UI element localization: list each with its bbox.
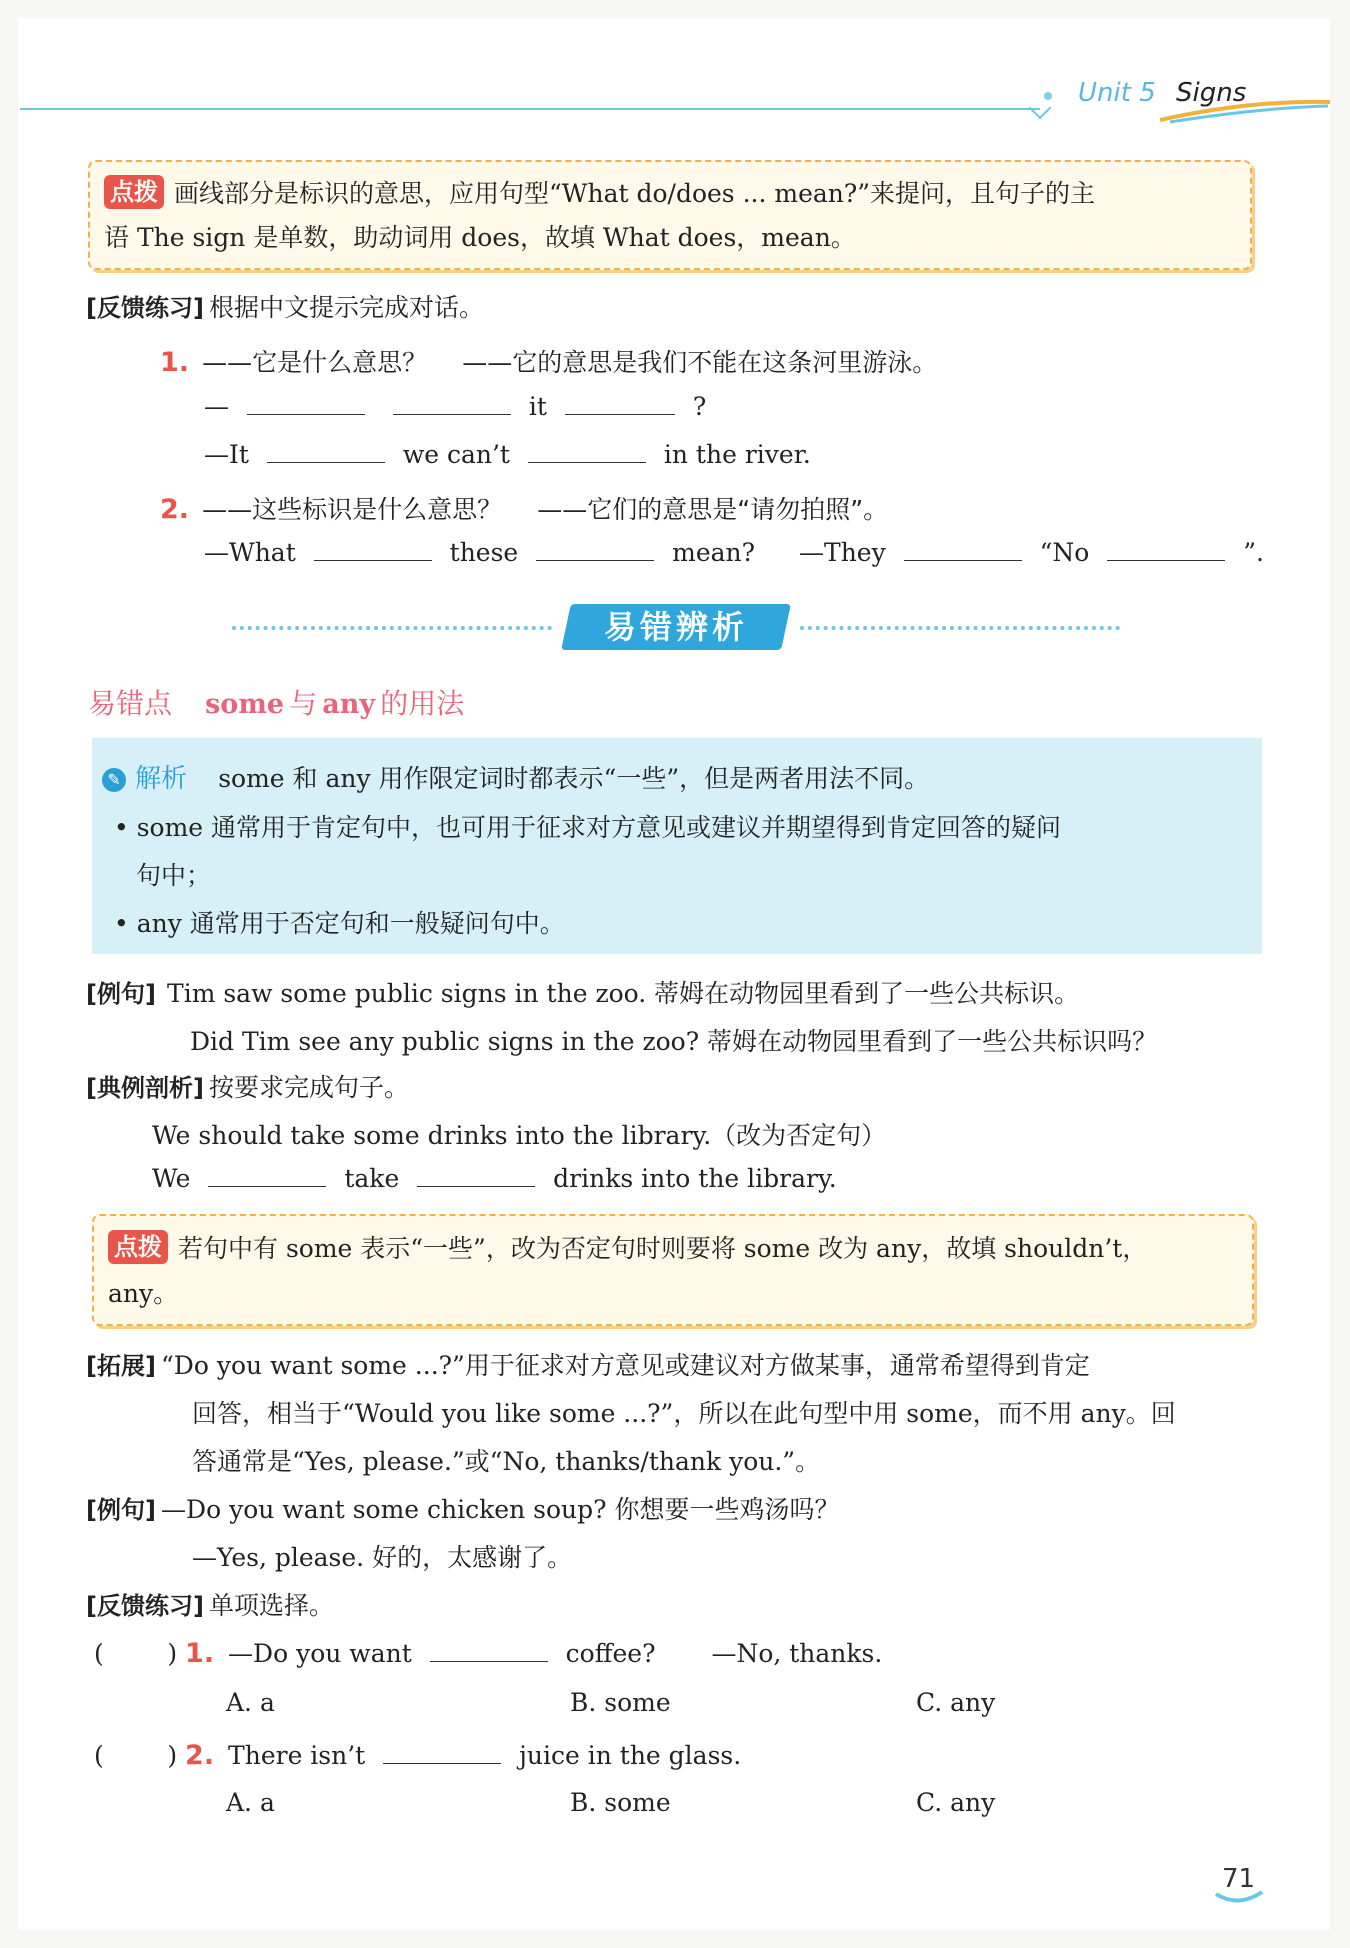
question-number: 1. bbox=[160, 347, 190, 378]
example-1-line-2: Did Tim see any public signs in the zoo? 蒂姆在动物园里看到了一些公共标识吗？ bbox=[190, 1027, 1158, 1056]
blank-field[interactable] bbox=[314, 538, 432, 561]
tip-line: any。 bbox=[108, 1279, 179, 1308]
blank-field[interactable] bbox=[1107, 538, 1225, 561]
tip-line: 若句中有 some 表示“一些”，改为否定句时则要将 some 改为 any，故填 shouldn’t， bbox=[178, 1234, 1148, 1263]
example-label: [例句] bbox=[86, 1496, 156, 1524]
blank-field[interactable] bbox=[904, 538, 1022, 561]
example-2-line-2: —Yes, please. 好的，太感谢了。 bbox=[192, 1543, 573, 1572]
analysis-bullet-1a: • some 通常用于肯定句中，也可用于征求对方意见或建议并期望得到肯定回答的疑问 bbox=[114, 813, 1062, 842]
typical-label: [典例剖析] bbox=[86, 1074, 204, 1102]
mc-question-1 bbox=[94, 1638, 882, 1669]
tip-box-2 bbox=[92, 1214, 1254, 1326]
feedback-instruction: 根据中文提示完成对话。 bbox=[209, 293, 485, 322]
key-icon: ✎ bbox=[102, 768, 126, 792]
unit-label: Unit 5 bbox=[1078, 78, 1156, 108]
extension-line-1 bbox=[86, 1346, 1090, 1382]
blank-field[interactable] bbox=[208, 1164, 326, 1187]
answer-paren[interactable]: ( ) bbox=[94, 1639, 178, 1668]
error-point-en: some bbox=[205, 689, 285, 720]
error-point-title bbox=[88, 682, 464, 722]
question-number: 2. bbox=[185, 1740, 215, 1771]
error-point-cn2: 的用法 bbox=[380, 687, 465, 720]
mc-option-1a[interactable]: A. a bbox=[226, 1688, 275, 1717]
q1-chinese bbox=[160, 343, 937, 379]
text: ”. bbox=[1243, 538, 1264, 567]
error-point-en2: any bbox=[322, 689, 376, 720]
text: juice in the glass. bbox=[519, 1741, 742, 1770]
extension-line-3: 答通常是“Yes, please.”或“No, thanks/thank you.”。 bbox=[192, 1447, 821, 1476]
tip-box-1 bbox=[88, 160, 1252, 270]
mc-option-2c[interactable]: C. any bbox=[916, 1788, 996, 1817]
tip-line: 画线部分是标识的意思，应用句型“What do/does ... mean?”来提问，且句子的主 bbox=[174, 179, 1096, 208]
text: in the river. bbox=[663, 440, 811, 469]
example-1-line-1 bbox=[86, 974, 1079, 1010]
mc-option-1c[interactable]: C. any bbox=[916, 1688, 996, 1717]
typical-sentence: We should take some drinks into the library.（改为否定句） bbox=[152, 1121, 887, 1150]
example-label: [例句] bbox=[86, 980, 156, 1008]
feedback-label: [反馈练习] bbox=[86, 1592, 204, 1620]
q1-line-b bbox=[204, 440, 811, 469]
typical-heading bbox=[86, 1068, 409, 1104]
tip-badge: 点拨 bbox=[104, 175, 164, 209]
blank-field[interactable] bbox=[383, 1741, 501, 1764]
blank-field[interactable] bbox=[430, 1639, 548, 1662]
tip-line: 语 The sign 是单数，助动词用 does，故填 What does，mean。 bbox=[104, 223, 856, 252]
q1-line-a bbox=[204, 392, 706, 421]
mc-question-2 bbox=[94, 1740, 741, 1771]
unit-title: Signs bbox=[1176, 78, 1247, 108]
header-rule bbox=[20, 108, 1040, 110]
banner-dotline-left bbox=[232, 626, 552, 630]
text: —It bbox=[204, 440, 249, 469]
q1-cn-a: ——它是什么意思？ bbox=[202, 348, 428, 377]
banner-dotline-right bbox=[800, 626, 1120, 630]
text: —What bbox=[204, 538, 296, 567]
blank-field[interactable] bbox=[393, 392, 511, 415]
typical-instruction: 按要求完成句子。 bbox=[209, 1073, 410, 1102]
q2-line bbox=[204, 538, 1264, 567]
blank-field[interactable] bbox=[267, 440, 385, 463]
text: mean? bbox=[672, 538, 756, 567]
mc-option-2b[interactable]: B. some bbox=[570, 1788, 671, 1817]
text: take bbox=[344, 1164, 400, 1193]
q2-chinese bbox=[160, 490, 888, 526]
analysis-intro-line bbox=[102, 758, 929, 795]
example-text: —Do you want some chicken soup? 你想要一些鸡汤吗？ bbox=[161, 1495, 840, 1524]
example-text: Tim saw some public signs in the zoo. 蒂姆在动物园里看到了一些公共标识。 bbox=[167, 979, 1080, 1008]
feedback-heading-1 bbox=[86, 288, 484, 324]
text: There isn’t bbox=[228, 1741, 366, 1770]
text: it bbox=[528, 392, 547, 421]
error-point-label: 易错点 bbox=[88, 687, 173, 720]
feedback-instruction: 单项选择。 bbox=[209, 1591, 335, 1620]
analysis-bullet-2: • any 通常用于否定句和一般疑问句中。 bbox=[114, 909, 565, 938]
page-number: 71 bbox=[1222, 1864, 1256, 1894]
section-banner-text: 易错辨析 bbox=[603, 608, 748, 646]
feedback-label: [反馈练习] bbox=[86, 294, 204, 322]
text: we can’t bbox=[402, 440, 510, 469]
extension-line-2: 回答，相当于“Would you like some ...?”，所以在此句型中用 some，而不用 any。回 bbox=[192, 1399, 1176, 1428]
analysis-bullet-1b: 句中； bbox=[136, 861, 212, 890]
q1-cn-b: ——它的意思是我们不能在这条河里游泳。 bbox=[462, 348, 938, 377]
text: drinks into the library. bbox=[553, 1164, 837, 1193]
q2-cn-b: ——它们的意思是“请勿拍照”。 bbox=[537, 495, 889, 524]
analysis-intro: some 和 any 用作限定词时都表示“一些”，但是两者用法不同。 bbox=[218, 764, 930, 793]
text: coffee? bbox=[565, 1639, 656, 1668]
tip-badge: 点拨 bbox=[108, 1230, 168, 1264]
mc-option-2a[interactable]: A. a bbox=[226, 1788, 275, 1817]
blank-field[interactable] bbox=[528, 440, 646, 463]
mc-option-1b[interactable]: B. some bbox=[570, 1688, 671, 1717]
example-2-line-1 bbox=[86, 1490, 839, 1526]
swoosh-icon bbox=[1160, 96, 1330, 124]
question-number: 2. bbox=[160, 494, 190, 525]
analysis-label: 解析 bbox=[135, 764, 188, 794]
q2-cn-a: ——这些标识是什么意思？ bbox=[202, 495, 503, 524]
text: —No, thanks. bbox=[711, 1639, 883, 1668]
feedback-heading-2 bbox=[86, 1586, 334, 1622]
blank-field[interactable] bbox=[247, 392, 365, 415]
blank-field[interactable] bbox=[417, 1164, 535, 1187]
blank-field[interactable] bbox=[536, 538, 654, 561]
text: — bbox=[204, 392, 229, 421]
text: —Do you want bbox=[228, 1639, 412, 1668]
blank-field[interactable] bbox=[565, 392, 675, 415]
header-dot-icon bbox=[1044, 92, 1052, 100]
question-number: 1. bbox=[185, 1638, 215, 1669]
extension-text: “Do you want some ...?”用于征求对方意见或建议对方做某事，通常希望得到肯定 bbox=[161, 1351, 1090, 1380]
error-point-cn: 与 bbox=[289, 687, 318, 720]
text: —They bbox=[799, 538, 886, 567]
typical-answer-line bbox=[152, 1164, 837, 1193]
page-swoosh-icon bbox=[1214, 1888, 1264, 1908]
text: We bbox=[152, 1164, 191, 1193]
text: “No bbox=[1039, 538, 1090, 567]
answer-paren[interactable]: ( ) bbox=[94, 1741, 178, 1770]
section-banner bbox=[561, 604, 791, 650]
text: ? bbox=[692, 392, 707, 421]
text: these bbox=[449, 538, 519, 567]
extension-label: [拓展] bbox=[86, 1352, 156, 1380]
